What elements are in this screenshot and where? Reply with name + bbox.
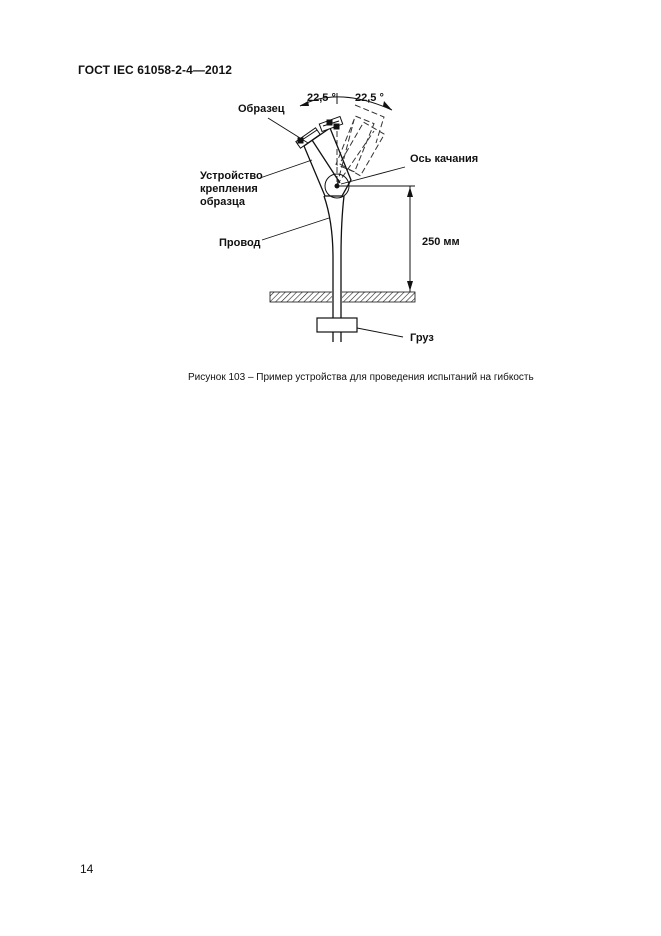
weight-block [317,318,357,332]
mount-label-line3: образца [200,196,245,208]
document-header: ГОСТ IEC 61058-2-4—2012 [78,63,233,77]
angle-right-label: 22,5 ° [355,92,384,104]
pivot-axis-label: Ось качания [410,153,479,165]
figure-caption: Рисунок 103 – Пример устройства для проведения испытаний на гибкость [188,372,534,383]
angle-left-label: 22,5 ° [307,92,336,104]
sample-label: Образец [238,103,285,115]
mount-label-line2: крепления [200,183,258,195]
swing-position-dashed [336,105,384,185]
dimension-arrow-top [407,187,413,197]
dimension-label: 250 мм [422,236,460,248]
wire-label: Провод [219,237,261,249]
dimension-arrow-bottom [407,281,413,291]
page-number: 14 [80,862,94,876]
weight-label: Груз [410,332,434,344]
floor-hatch [270,292,415,302]
angle-arrow-right [383,101,392,110]
flex-test-diagram [0,0,661,420]
mount-label-line1: Устройство [200,170,263,182]
